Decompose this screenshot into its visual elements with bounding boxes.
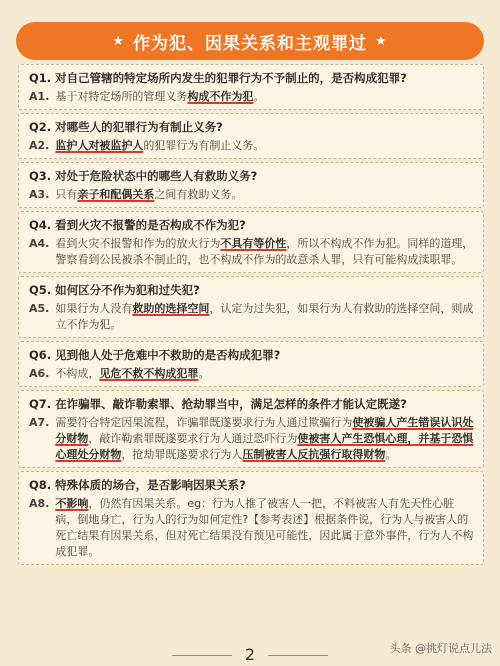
page-number: 2: [244, 645, 256, 664]
answer-highlight: 使被骗人产生错误认识处分财物: [55, 416, 474, 445]
answer-segment: 只有: [55, 188, 78, 201]
answer-highlight: 监护人对被监护人: [55, 139, 144, 152]
answer-highlight: 亲子和配偶关系: [77, 188, 155, 201]
answer-segment: 之间有救助义务。: [154, 188, 243, 201]
answer-text: [55, 301, 475, 333]
qa-list: [18, 64, 484, 568]
answer-highlight: 不影响: [55, 497, 89, 510]
answer-segment: 。: [198, 367, 210, 380]
answer: [29, 415, 475, 463]
answer-segment: 的犯罪行为有制止义务。: [143, 139, 265, 152]
answer-label: A8.: [29, 497, 50, 510]
answer-label: A2.: [29, 139, 50, 152]
answer: [29, 89, 475, 105]
answer-segment: 看到火灾不报警和作为的放火行为: [55, 237, 221, 250]
answer-segment: ，仍然有因果关系。eg：行为人推了被害人一把，不料被害人有先天性心脏病，倒地身亡，行为人的行为如何定性?【参考表述】根据条件说，行为人与被害人的死亡结果有因果关系，但对死亡结果没有预见可能性，因此属于意外事件，行为人不构成犯罪。: [55, 497, 474, 558]
answer-segment: 。: [253, 90, 265, 103]
qa-item: [18, 162, 484, 208]
answer: [29, 496, 475, 560]
answer-highlight: 压制被害人反抗强行取得财物: [242, 448, 386, 461]
answer-segment: ，所以不构成不作为犯。同样的道理，警察看到公民被杀不制止的，也不构成不作为的故意杀人罪，只有可能构成渎职罪。: [55, 237, 474, 266]
answer-text: [55, 236, 475, 268]
question-text: Q8. 特殊体质的场合，是否影响因果关系?: [29, 478, 246, 492]
answer-segment: 需要符合特定因果流程，诈骗罪既遂要求行为人通过欺骗行为: [55, 416, 353, 429]
star-icon: ★: [112, 33, 125, 49]
answer-text: [55, 138, 475, 154]
answer: [29, 301, 475, 333]
watermark: [390, 640, 493, 656]
page-title: 作为犯、因果关系和主观罪过: [133, 33, 367, 54]
answer-segment: ，认定为过失犯，如果行为人有救助的选择空间，则成立不作为犯。: [55, 302, 474, 331]
footer-divider-left: [172, 655, 232, 656]
watermark-text: 头条 @挑灯说点儿法: [389, 642, 492, 655]
qa-item: [18, 341, 484, 387]
answer-text: [55, 89, 475, 105]
question-text: Q1. 对自己管辖的特定场所内发生的犯罪行为不予制止的，是否构成犯罪?: [29, 71, 407, 85]
answer-label: A5.: [29, 302, 50, 315]
question-text: Q7. 在诈骗罪、敲诈勒索罪、抢劫罪当中，满足怎样的条件才能认定既遂?: [29, 397, 407, 411]
answer: [29, 236, 475, 268]
answer-highlight: 救助的选择空间: [132, 302, 210, 315]
answer: [29, 366, 475, 382]
answer-label: A7.: [29, 416, 50, 429]
answer-text: [55, 366, 475, 382]
answer: [29, 138, 475, 154]
qa-item: [18, 113, 484, 159]
question-text: Q2. 对哪些人的犯罪行为有制止义务?: [29, 120, 223, 134]
answer-segment: 不构成，: [55, 367, 100, 380]
star-icon: ★: [375, 33, 388, 49]
answer-label: A6.: [29, 367, 50, 380]
title-banner: [16, 22, 484, 60]
qa-item: [18, 390, 484, 468]
answer-segment: 如果行为人没有: [55, 302, 133, 315]
question-text: Q6. 见到他人处于危难中不救助的是否构成犯罪?: [29, 348, 281, 362]
answer-label: A1.: [29, 90, 50, 103]
answer-segment: ，敲诈勒索罪既遂要求行为人通过恐吓行为: [88, 432, 298, 445]
qa-item: [18, 64, 484, 110]
question-text: Q3. 对处于危险状态中的哪些人有救助义务?: [29, 169, 258, 183]
answer-highlight: 不具有等价性: [220, 237, 287, 250]
question-text: Q4. 看到火灾不报警的是否构成不作为犯?: [29, 218, 246, 232]
answer-highlight: 见危不救不构成犯罪: [99, 367, 199, 380]
answer-label: A4.: [29, 237, 50, 250]
qa-item: [18, 471, 484, 565]
answer-highlight: 使被害人产生恐惧心理，并基于恐惧心理处分财物: [55, 432, 474, 461]
qa-item: [18, 276, 484, 338]
answer-segment: 基于对特定场所的管理义务: [55, 90, 188, 103]
qa-item: [18, 211, 484, 273]
answer-text: [55, 187, 475, 203]
footer-divider-right: [268, 655, 328, 656]
answer-text: [55, 415, 475, 463]
answer-highlight: 构成不作为犯: [187, 90, 254, 103]
question-text: Q5. 如何区分不作为犯和过失犯?: [29, 283, 200, 297]
answer-label: A3.: [29, 188, 50, 201]
answer: [29, 187, 475, 203]
answer-text: [55, 496, 475, 560]
answer-segment: 。: [385, 448, 397, 461]
answer-segment: ，抢劫罪既遂要求行为人: [121, 448, 243, 461]
